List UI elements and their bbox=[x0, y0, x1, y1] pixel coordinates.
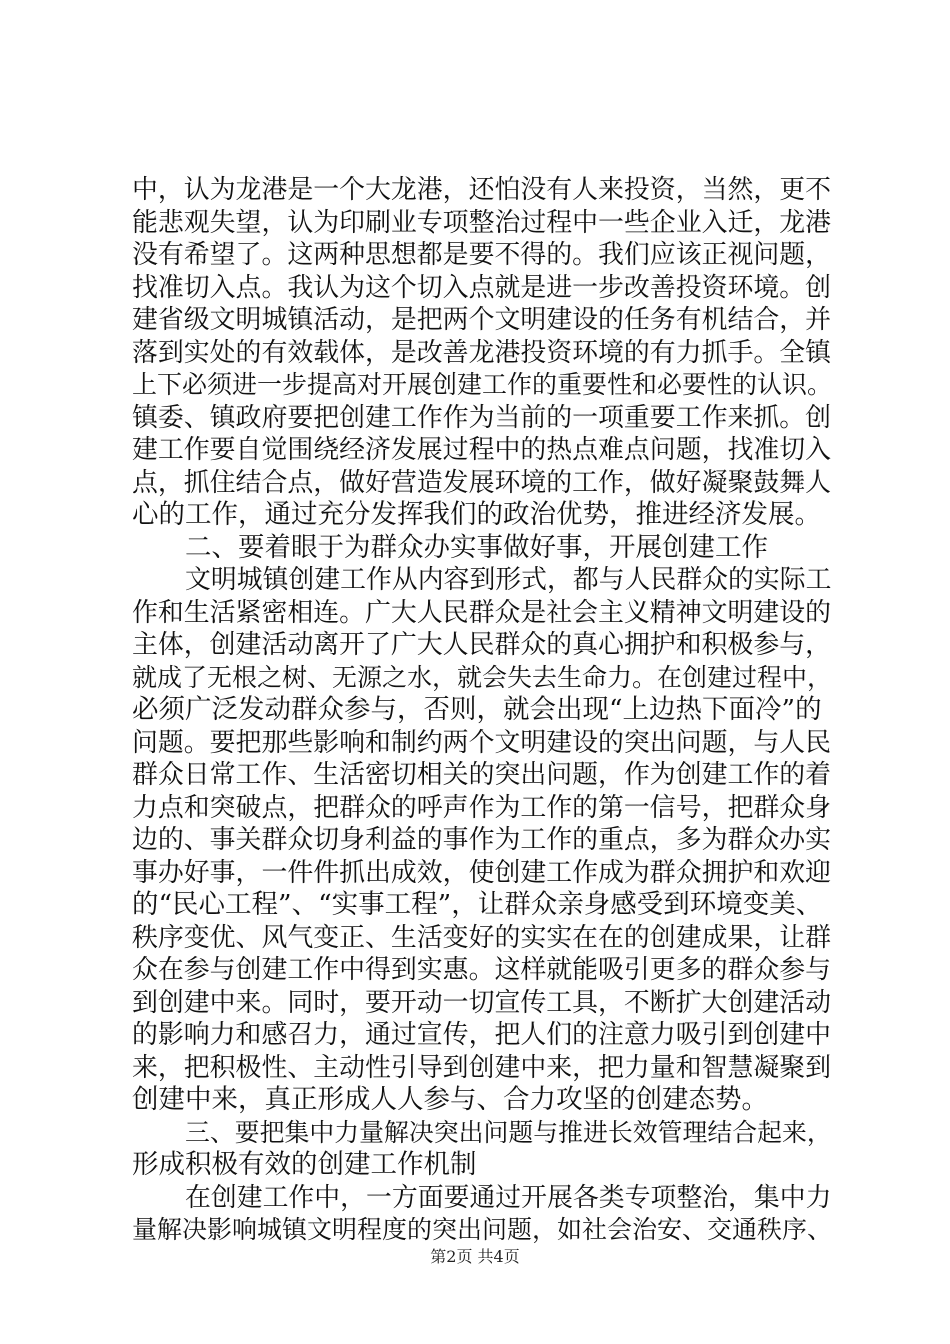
text-line: 问题。要把那些影响和制约两个文明建设的突出问题，与人民 bbox=[132, 727, 832, 758]
text-line: 能悲观失望，认为印刷业专项整治过程中一些企业入迁，龙港 bbox=[132, 207, 832, 238]
text-line: 的影响力和感召力，通过宣传，把人们的注意力吸引到创建中 bbox=[132, 1020, 832, 1050]
text-line: 找准切入点。我认为这个切入点就是进一步改善投资环境。创 bbox=[132, 272, 832, 303]
text-line: 落到实处的有效载体，是改善龙港投资环境的有力抓手。全镇 bbox=[132, 337, 832, 368]
text-line: 的“民心工程”、“实事工程”，让群众亲身感受到环境变美、 bbox=[132, 889, 823, 920]
text-line: 上下必须进一步提高对开展创建工作的重要性和必要性的认识。 bbox=[132, 370, 833, 399]
text-line: 二、要着眼于为群众办实事做好事，开展创建工作 bbox=[185, 531, 768, 563]
text-line: 秩序变优、风气变正、生活变好的实实在在的创建成果，让群 bbox=[132, 922, 832, 953]
document-body bbox=[132, 174, 832, 1247]
text-line: 来，把积极性、主动性引导到创建中来，把力量和智慧凝聚到 bbox=[132, 1052, 832, 1083]
text-line: 作和生活紧密相连。广大人民群众是社会主义精神文明建设的 bbox=[132, 597, 832, 628]
text-line: 在创建工作中，一方面要通过开展各类专项整治，集中力 bbox=[185, 1182, 832, 1213]
text-line: 形成积极有效的创建工作机制 bbox=[132, 1149, 477, 1180]
text-line: 心的工作，通过充分发挥我们的政治优势，推进经济发展。 bbox=[132, 499, 821, 530]
text-line: 到创建中来。同时，要开动一切宣传工具，不断扩大创建活动 bbox=[132, 987, 832, 1018]
text-line: 必须广泛发动群众参与，否则，就会出现“上边热下面冷”的 bbox=[132, 694, 822, 725]
text-line: 就成了无根之树、无源之水，就会失去生命力。在创建过程中， bbox=[132, 662, 833, 692]
text-line: 中，认为龙港是一个大龙港，还怕没有人来投资，当然，更不 bbox=[132, 175, 832, 205]
text-line: 没有希望了。这两种思想都是要不得的。我们应该正视问题， bbox=[132, 240, 832, 270]
text-line: 点，抓住结合点，做好营造发展环境的工作，做好凝聚鼓舞人 bbox=[132, 467, 832, 498]
text-line: 边的、事关群众切身利益的事作为工作的重点，多为群众办实 bbox=[132, 825, 832, 855]
text-line: 文明城镇创建工作从内容到形式，都与人民群众的实际工 bbox=[185, 565, 832, 595]
text-line: 群众日常工作、生活密切相关的突出问题，作为创建工作的着 bbox=[132, 760, 832, 790]
text-line: 主体，创建活动离开了广大人民群众的真心拥护和积极参与， bbox=[132, 630, 832, 660]
text-line: 建省级文明城镇活动，是把两个文明建设的任务有机结合，并 bbox=[132, 305, 832, 335]
text-line: 建工作要自觉围绕经济发展过程中的热点难点问题，找准切入 bbox=[132, 435, 832, 465]
text-line: 力点和突破点，把群众的呼声作为工作的第一信号，把群众身 bbox=[132, 792, 832, 823]
text-line: 创建中来，真正形成人人参与、合力攻坚的创建态势。 bbox=[132, 1084, 768, 1115]
text-line: 事办好事，一件件抓出成效，使创建工作成为群众拥护和欢迎 bbox=[132, 857, 832, 888]
page-footer: 第2页 共4页 bbox=[430, 1247, 520, 1266]
text-line: 三、要把集中力量解决突出问题与推进长效管理结合起来， bbox=[185, 1117, 832, 1147]
text-line: 镇委、镇政府要把创建工作作为当前的一项重要工作来抓。创 bbox=[132, 402, 832, 433]
text-line: 众在参与创建工作中得到实惠。这样就能吸引更多的群众参与 bbox=[132, 955, 832, 985]
text-line: 量解决影响城镇文明程度的突出问题，如社会治安、交通秩序、 bbox=[132, 1215, 833, 1244]
